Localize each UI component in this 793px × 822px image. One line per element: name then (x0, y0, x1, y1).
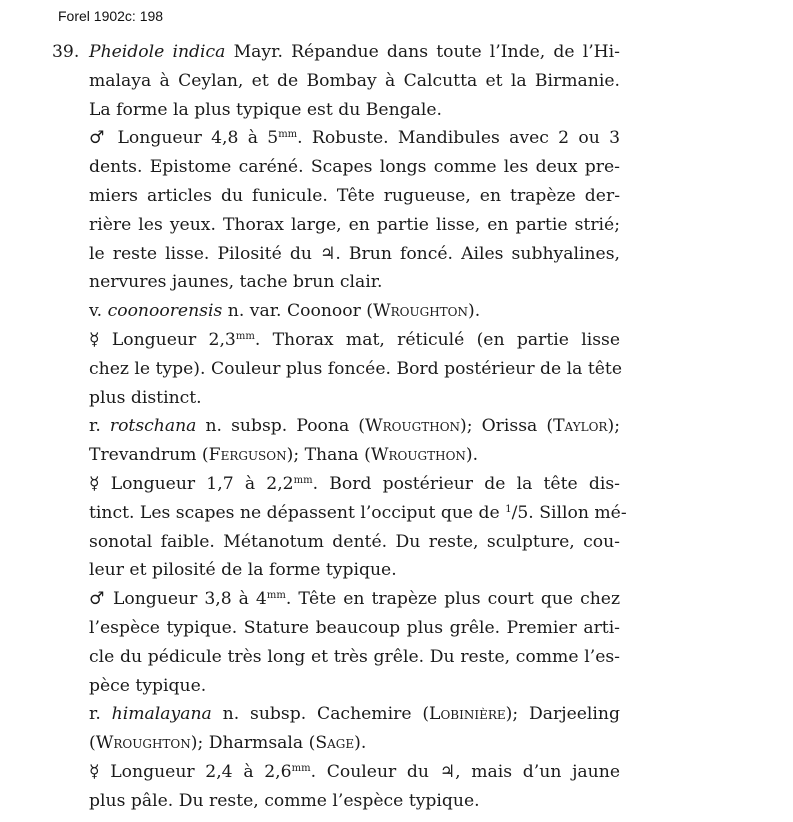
text-span: ( (89, 733, 96, 754)
superscript: 1 (505, 503, 512, 515)
text-span: ☿ Longueur 2,3 (89, 329, 236, 350)
document-body (52, 38, 627, 816)
text-span: le reste lisse. Pilosité du ♃. Brun foncé. Ailes subhyalines, (89, 243, 620, 264)
superscript: mm (293, 474, 313, 486)
text-span: n. var. Coonoor ( (222, 301, 373, 322)
text-span: /5. Sillon mé- (511, 502, 627, 523)
text-span: . Couleur du ♃, mais d’un jaune (310, 761, 620, 782)
text-line (52, 124, 620, 153)
text-line (52, 787, 620, 816)
text-span: pèce typique. (89, 675, 207, 696)
text-line (52, 182, 620, 211)
collector-name: Wroughton (95, 733, 191, 754)
text-line (52, 297, 620, 326)
text-line (52, 585, 620, 614)
text-span: leur et pilosité de la forme typique. (89, 560, 397, 581)
text-span: plus pâle. Du reste, comme l’espèce typique. (89, 790, 480, 811)
text-span: chez le type). Couleur plus foncée. Bord postérieur de la tête (89, 358, 622, 379)
text-span: ). (465, 445, 479, 466)
text-span: ☿ Longueur 2,4 à 2,6 (89, 761, 292, 782)
collector-name: Sage (315, 733, 355, 754)
text-line (52, 700, 620, 729)
text-span: l’espèce typique. Stature beaucoup plus grêle. Premier arti- (89, 617, 620, 638)
text-line (52, 38, 620, 67)
text-span: nervures jaunes, tache brun clair. (89, 272, 383, 293)
collector-name: Wroughton (372, 301, 469, 322)
text-span: ). (468, 301, 481, 322)
text-span: rière les yeux. Thorax large, en partie lisse, en partie strié; (89, 214, 620, 235)
text-span: malaya à Ceylan, et de Bombay à Calcutta et la Birmanie. (89, 70, 620, 91)
text-span: . Bord postérieur de la tête dis- (312, 473, 620, 494)
text-span: miers articles du funicule. Tête rugueuse, en trapèze der- (89, 185, 620, 206)
text-line (52, 528, 620, 557)
text-line (52, 211, 620, 240)
page-header: Forel 1902c: 198 (58, 8, 164, 24)
text-line (52, 67, 620, 96)
text-line (52, 441, 620, 470)
text-span: . Thorax mat, réticulé (en partie lisse (254, 329, 621, 350)
text-line (52, 96, 620, 125)
text-span: plus distinct. (89, 387, 202, 408)
text-line (52, 556, 620, 585)
taxon-name: himalayana (111, 704, 212, 725)
species-number: 39. (52, 42, 80, 62)
text-span: ); Orissa ( (460, 416, 554, 437)
text-span: v. (89, 301, 108, 322)
collector-name: Taylor (553, 416, 608, 437)
taxon-name: Pheidole indica (89, 42, 226, 62)
text-line (52, 326, 620, 355)
text-span: n. subsp. Poona ( (196, 416, 365, 437)
text-line (52, 729, 620, 758)
text-line (52, 614, 620, 643)
text-span: ♂ Longueur 3,8 à 4 (89, 589, 267, 610)
text-span: n. subsp. Cachemire ( (211, 704, 430, 725)
text-span: dents. Epistome caréné. Scapes longs comme les deux pre- (89, 157, 620, 178)
taxon-name: rotschana (109, 416, 197, 437)
text-span: . Tête en trapèze plus court que chez (285, 589, 620, 610)
text-span: ); Darjeeling (505, 704, 620, 725)
text-span: Mayr. Répandue dans toute l’Inde, de l’Hi- (225, 42, 620, 62)
text-line (52, 153, 620, 182)
text-span: r. (89, 416, 110, 437)
text-line (52, 672, 620, 701)
text-line (52, 240, 620, 269)
text-line (52, 643, 620, 672)
text-span: cle du pédicule très long et très grêle. Du reste, comme l’es- (89, 646, 620, 667)
text-span: sonotal faible. Métanotum denté. Du reste, sculpture, cou- (89, 531, 620, 552)
text-span: tinct. Les scapes ne dépassent l’occiput que de (89, 502, 506, 523)
text-line (52, 268, 620, 297)
text-span: La forme la plus typique est du Bengale. (89, 99, 443, 120)
superscript: mm (235, 330, 255, 342)
superscript: mm (266, 590, 286, 602)
text-span: Trevandrum ( (89, 445, 209, 466)
text-span: ). (354, 733, 367, 754)
text-span: ☿ Longueur 1,7 à 2,2 (89, 473, 294, 494)
taxon-name: coonoorensis (107, 301, 223, 322)
text-line (52, 384, 620, 413)
superscript: mm (278, 129, 298, 141)
text-span: ); Dharmsala ( (190, 733, 316, 754)
collector-name: Wrougthon (370, 445, 466, 466)
text-span: ); (607, 416, 620, 437)
text-span: r. (89, 704, 112, 725)
text-line (52, 412, 620, 441)
text-span: ); Thana ( (286, 445, 371, 466)
superscript: mm (291, 762, 311, 774)
text-span: . Robuste. Mandibules avec 2 ou 3 (297, 128, 620, 149)
collector-name: Lobinière (429, 704, 506, 725)
text-line (52, 499, 627, 528)
collector-name: Wrougthon (364, 416, 461, 437)
text-line (52, 758, 620, 787)
collector-name: Ferguson (208, 445, 287, 466)
text-line (52, 355, 620, 384)
text-line (52, 470, 620, 499)
text-span: ♂ Longueur 4,8 à 5 (89, 128, 279, 149)
